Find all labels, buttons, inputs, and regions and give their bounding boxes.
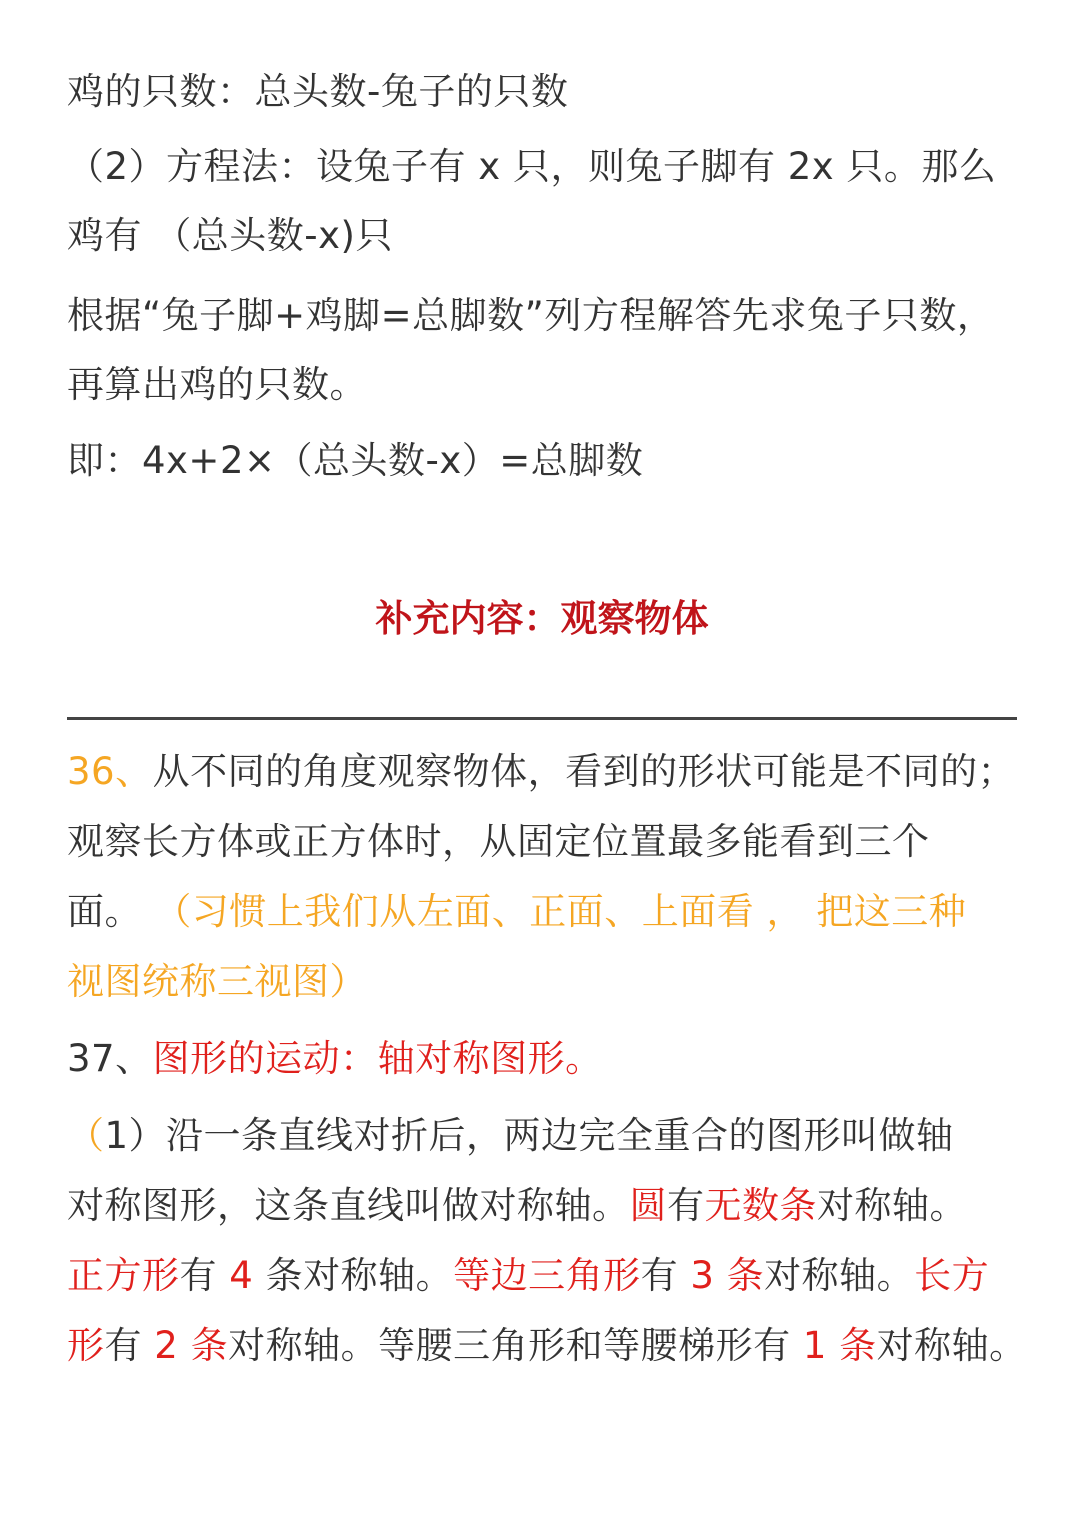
- item-37-infinite: 无数条: [704, 1184, 817, 1227]
- item-36-text-1: 从不同的角度观察物体，看到的形状可能是不同的；: [152, 750, 1016, 793]
- item-37-circle: 圆: [629, 1184, 667, 1227]
- item-37-p1-paren: （: [67, 1114, 105, 1157]
- item-36-text-3a: 面。: [67, 890, 142, 933]
- item-36-note: （习惯上我们从左面、正面、上面看 ， 把这三种: [154, 890, 967, 933]
- item-37-p1-text: 1）沿一条直线对折后，两边完全重合的图形叫做轴: [104, 1114, 954, 1157]
- item-37-p1: [67, 1112, 954, 1160]
- text-line-chicken-expression: 鸡有 （总头数-x)只: [67, 214, 393, 257]
- text-line-equation-method: （2）方程法：设兔子有 x 只，则兔子脚有 2x 只。那么: [67, 145, 997, 188]
- item-37-square-count: 4: [229, 1254, 254, 1297]
- item-37-rect-start: 长方: [914, 1254, 990, 1297]
- item-37-rect-end: 形: [67, 1324, 105, 1367]
- item-37-title: 图形的运动：轴对称图形。: [152, 1037, 603, 1080]
- item-36-line-3: [67, 888, 966, 936]
- item-37-p3-f: 有: [640, 1254, 691, 1297]
- item-37-p2-e: 对称轴。: [817, 1184, 967, 1227]
- item-37-p2: [67, 1182, 967, 1230]
- text-line-chicken-count: 鸡的只数：总头数-兔子的只数: [67, 70, 569, 113]
- text-line-equation: 即：4x+2×（总头数-x）=总脚数: [67, 439, 644, 482]
- item-37-isosceles-count: 1 条: [802, 1324, 877, 1367]
- item-37-p4-f: 对称轴。: [876, 1324, 1027, 1367]
- item-37-equilateral: 等边三角形: [453, 1254, 641, 1297]
- item-36-line-4: 视图统称三视图）: [67, 960, 367, 1003]
- item-37-equilateral-count: 3 条: [690, 1254, 765, 1297]
- section-heading: 补充内容：观察物体: [375, 597, 709, 640]
- item-37-p3-d: 条对称轴。: [253, 1254, 454, 1297]
- text-line-equation-basis: 根据“兔子脚+鸡脚=总脚数”列方程解答先求兔子只数，: [67, 294, 995, 337]
- item-37-p4-d: 对称轴。等腰三角形和等腰梯形有: [228, 1324, 803, 1367]
- item-37-rect-count: 2 条: [154, 1324, 229, 1367]
- item-36-line-1: [67, 748, 1015, 796]
- item-37-title-line: [67, 1035, 603, 1083]
- item-37-square: 正方形: [67, 1254, 180, 1297]
- section-divider: [67, 717, 1017, 720]
- item-37-p3-h: 对称轴。: [764, 1254, 915, 1297]
- item-37-p2-c: 有: [667, 1184, 705, 1227]
- item-37-p4-b: 有: [104, 1324, 155, 1367]
- item-37-p3: [67, 1252, 989, 1300]
- item-37-number: 37、: [67, 1037, 153, 1080]
- item-36-line-2: 观察长方体或正方体时，从固定位置最多能看到三个: [67, 820, 930, 863]
- item-37-p4: [67, 1322, 1027, 1370]
- item-37-p2-a: 对称图形，这条直线叫做对称轴。: [67, 1184, 630, 1227]
- item-36-number: 36、: [67, 750, 153, 793]
- text-line-then-compute: 再算出鸡的只数。: [67, 363, 367, 406]
- item-37-p3-b: 有: [179, 1254, 230, 1297]
